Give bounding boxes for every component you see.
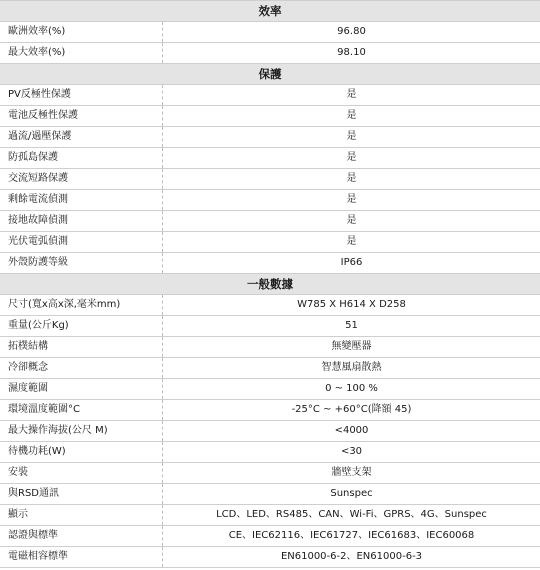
table-row: [0, 43, 540, 64]
row-value: 是: [346, 173, 357, 184]
table-row: [0, 148, 540, 169]
table-row: [0, 505, 540, 526]
row-value: 是: [346, 194, 357, 205]
table-row: [0, 547, 540, 568]
row-value: W785 X H614 X D258: [297, 299, 406, 310]
row-label: 與RSD通訊: [0, 484, 163, 504]
row-label: 濕度範圍: [0, 379, 163, 399]
row-label: 電磁相容標準: [0, 547, 163, 567]
row-label: 顯示: [0, 505, 163, 525]
table-row: [0, 253, 540, 274]
table-row: [0, 190, 540, 211]
row-value: IP66: [340, 257, 363, 268]
row-value: <4000: [334, 425, 369, 436]
row-value: LCD、LED、RS485、CAN、Wi-Fi、GPRS、4G、Sunspec: [216, 509, 487, 520]
table-row: [0, 379, 540, 400]
row-value: 牆壁支架: [331, 467, 372, 478]
table-row: [0, 169, 540, 190]
table-row: [0, 316, 540, 337]
row-label: 光伏電弧偵測: [0, 232, 163, 252]
row-value: Sunspec: [330, 488, 373, 499]
row-value: 51: [345, 320, 358, 331]
section-header-general-data: 一般數據: [0, 274, 540, 295]
table-row: [0, 463, 540, 484]
table-row: [0, 337, 540, 358]
row-label: 尺寸(寬x高x深,毫米mm): [0, 295, 163, 315]
row-value: 是: [346, 215, 357, 226]
row-label: 重量(公斤Kg): [0, 316, 163, 336]
row-value: <30: [340, 446, 363, 457]
row-label: 過流/過壓保護: [0, 127, 163, 147]
row-value: 0 ~ 100 %: [325, 383, 378, 394]
row-label: 環境溫度範圍°C: [0, 400, 163, 420]
row-label: 防孤島保護: [0, 148, 163, 168]
row-label: 拓樸結構: [0, 337, 163, 357]
row-label: 最大操作海拔(公尺 M): [0, 421, 163, 441]
table-row: [0, 400, 540, 421]
row-label: 接地故障偵測: [0, 211, 163, 231]
table-row: [0, 295, 540, 316]
row-label: PV反極性保護: [0, 85, 163, 105]
row-label: 冷卻概念: [0, 358, 163, 378]
table-row: [0, 85, 540, 106]
row-value: CE、IEC62116、IEC61727、IEC61683、IEC60068: [228, 530, 475, 541]
section-header-protection: 保護: [0, 64, 540, 85]
row-value: 是: [346, 152, 357, 163]
table-row: [0, 484, 540, 505]
section-header-efficiency: 效率: [0, 1, 540, 22]
table-row: [0, 127, 540, 148]
row-value: EN61000-6-2、EN61000-6-3: [280, 551, 423, 562]
table-row: [0, 106, 540, 127]
table-row: [0, 211, 540, 232]
row-label: 剩餘電流偵測: [0, 190, 163, 210]
row-value: 是: [346, 131, 357, 142]
row-value: 98.10: [337, 47, 366, 58]
row-label: 安裝: [0, 463, 163, 483]
table-row: [0, 232, 540, 253]
table-row: [0, 358, 540, 379]
row-label: 最大效率(%): [0, 43, 163, 63]
row-label: 認證與標準: [0, 526, 163, 546]
row-value: 是: [346, 236, 357, 247]
row-label: 電池反極性保護: [0, 106, 163, 126]
row-label: 待機功耗(W): [0, 442, 163, 462]
table-row: [0, 442, 540, 463]
table-row: [0, 526, 540, 547]
row-value: 是: [346, 89, 357, 100]
row-value: 是: [346, 110, 357, 121]
row-value: 無變壓器: [331, 341, 372, 352]
table-row: [0, 22, 540, 43]
row-value: -25°C ~ +60°C(降額 45): [291, 404, 412, 415]
table-row: [0, 421, 540, 442]
row-value: 96.80: [337, 26, 366, 37]
row-value: 智慧風扇散熱: [321, 362, 382, 373]
row-label: 交流短路保護: [0, 169, 163, 189]
row-label: 外殼防護等級: [0, 253, 163, 273]
row-label: 歐洲效率(%): [0, 22, 163, 42]
